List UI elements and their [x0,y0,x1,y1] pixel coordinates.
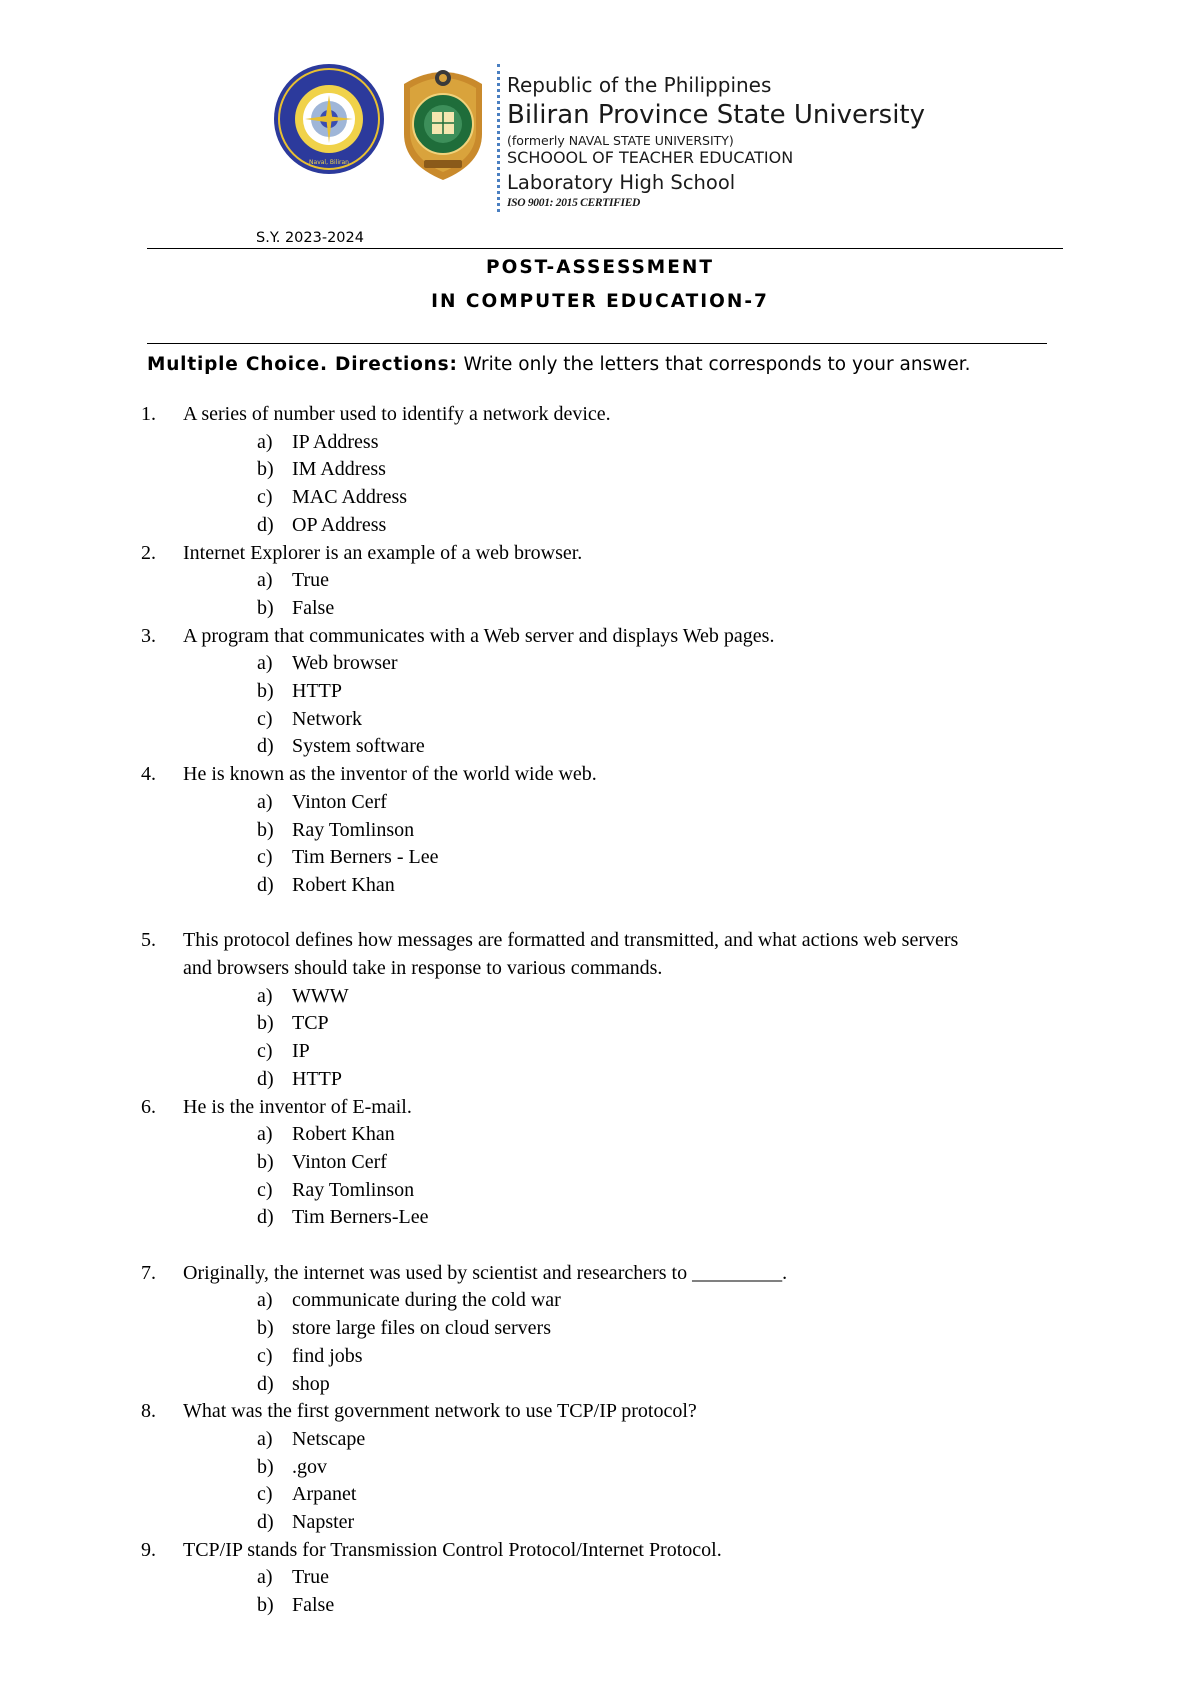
university-seal-logo [270,60,388,178]
school-shield-logo [394,64,492,182]
option-text: Vinton Cerf [292,1150,387,1173]
option-text: False [292,596,335,619]
option-letter: a) [257,652,273,675]
question-text: Internet Explorer is an example of a web browser. [183,541,583,564]
directions [147,354,971,376]
option-text: False [292,1594,335,1617]
option-letter: a) [257,569,273,592]
question-number: 5. [141,929,156,952]
option-text: WWW [292,984,349,1007]
option-text: Vinton Cerf [292,790,387,813]
option-letter: a) [257,1123,273,1146]
school-year: S.Y. 2023-2024 [256,230,364,246]
option-letter: b) [257,1455,274,1478]
question-text: A program that communicates with a Web server and displays Web pages. [183,624,775,647]
option-letter: c) [257,1040,273,1063]
iso-certified-label: ISO 9001: 2015 CERTIFIED [507,197,641,209]
option-text: Ray Tomlinson [292,818,415,841]
option-text: MAC Address [292,486,408,509]
option-letter: c) [257,1344,273,1367]
option-letter: a) [257,790,273,813]
option-letter: d) [257,1511,274,1533]
seal-left-bottom-text: Naval, Biliran [309,159,349,166]
option-letter: d) [257,873,274,896]
option-text: Tim Berners-Lee [292,1206,429,1229]
option-letter: b) [257,596,274,619]
option-text: HTTP [292,680,342,702]
option-letter: a) [257,1427,273,1450]
title-rule [147,343,1047,344]
option-text: True [292,1566,330,1589]
option-letter: b) [257,458,274,481]
lab-school-name: Laboratory High School [507,171,736,194]
option-letter: c) [257,1483,273,1506]
option-letter: c) [257,486,273,509]
page-subtitle: IN COMPUTER EDUCATION-7 [431,291,769,312]
option-text: shop [292,1372,330,1395]
option-text: IP [292,1040,310,1063]
republic-label: Republic of the Philippines [507,73,772,97]
option-letter: d) [257,1372,274,1395]
option-text: IP Address [292,430,379,453]
option-letter: b) [257,1594,274,1617]
question-text: He is the inventor of E-mail. [183,1095,412,1118]
option-text: HTTP [292,1067,342,1090]
question-number: 8. [141,1400,156,1423]
option-text: System software [292,735,425,758]
directions-text: Write only the letters that corresponds to your answer. [457,354,971,375]
option-letter: a) [257,430,273,453]
option-text: Netscape [292,1427,366,1450]
option-text: TCP [292,1012,329,1035]
question-text: Originally, the internet was used by scientist and researchers to _________. [183,1261,788,1284]
question-number: 1. [141,403,156,425]
question-number: 4. [141,763,156,786]
directions-heading: Multiple Choice. Directions: [147,354,458,375]
option-letter: a) [257,984,273,1007]
option-letter: b) [257,1317,274,1340]
question-text: A series of number used to identify a network device. [183,403,611,425]
question-number: 2. [141,541,156,564]
option-text: IM Address [292,458,386,481]
question-number: 3. [141,624,156,647]
option-text: Arpanet [292,1483,357,1506]
option-text: Robert Khan [292,1123,395,1146]
option-letter: d) [257,513,274,536]
option-text: Ray Tomlinson [292,1178,415,1201]
university-name: Biliran Province State University [507,100,926,130]
option-text: Napster [292,1511,355,1533]
option-text: Network [292,707,362,730]
option-text: .gov [292,1455,327,1478]
option-text: True [292,569,330,592]
question-text: This protocol defines how messages are formatted and transmitted, and what actions web servers [183,929,959,952]
option-letter: d) [257,1206,274,1229]
option-text: communicate during the cold war [292,1289,561,1312]
option-letter: b) [257,1012,274,1035]
option-letter: b) [257,818,274,841]
question-text: He is known as the inventor of the world wide web. [183,763,597,786]
option-letter: c) [257,707,273,730]
option-text: store large files on cloud servers [292,1317,551,1340]
header-rule [147,248,1063,249]
option-text: Robert Khan [292,873,395,896]
option-letter: c) [257,846,273,869]
option-letter: d) [257,735,274,758]
option-text: Web browser [292,652,398,675]
question-number: 7. [141,1261,156,1284]
header-divider-dotted [497,64,503,212]
option-text: find jobs [292,1344,363,1367]
question-text: TCP/IP stands for Transmission Control Protocol/Internet Protocol. [183,1538,722,1561]
option-letter: d) [257,1067,274,1090]
option-letter: c) [257,1178,273,1201]
option-letter: b) [257,680,274,702]
question-number: 6. [141,1095,156,1118]
option-letter: b) [257,1150,274,1173]
page-title: POST-ASSESSMENT [486,257,714,278]
formerly-label: (formerly NAVAL STATE UNIVERSITY) [507,133,734,148]
question-text: and browsers should take in response to various commands. [183,957,663,979]
option-text: OP Address [292,513,387,536]
school-name: SCHOOOL OF TEACHER EDUCATION [507,148,794,167]
question-number: 9. [141,1538,156,1561]
question-text: What was the first government network to use TCP/IP protocol? [183,1400,697,1423]
option-text: Tim Berners - Lee [292,846,439,869]
option-letter: a) [257,1566,273,1589]
option-letter: a) [257,1289,273,1312]
